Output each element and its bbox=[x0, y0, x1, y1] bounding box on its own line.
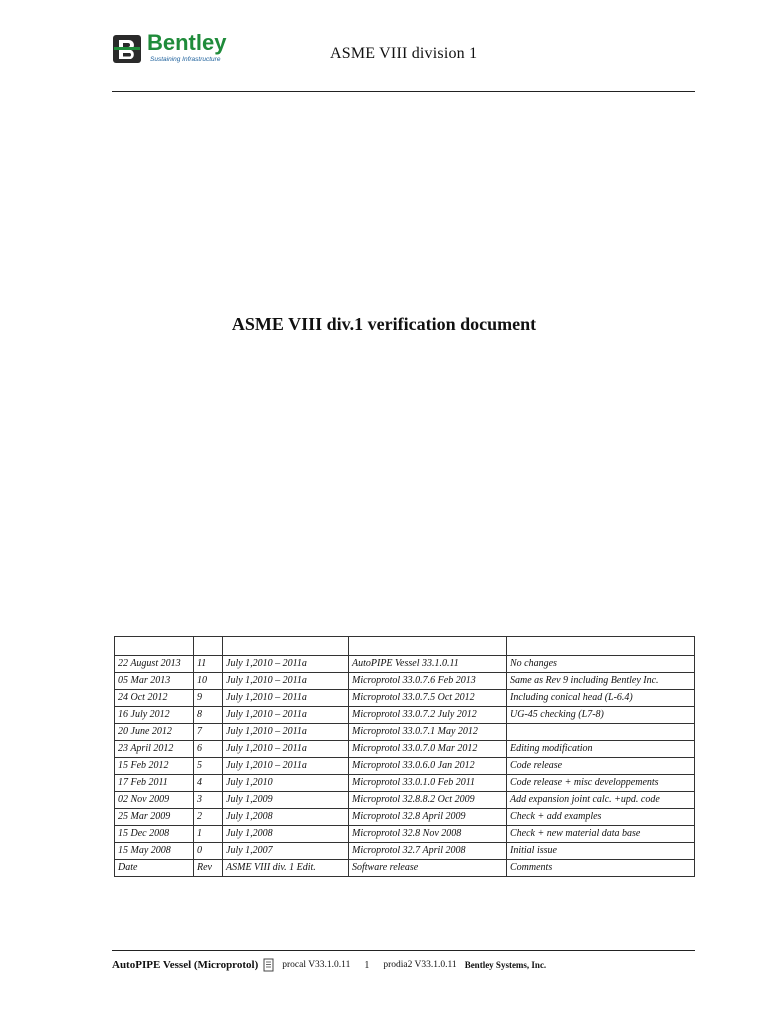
footer-row bbox=[112, 958, 546, 972]
table-cell: Including conical head (L-6.4) bbox=[507, 690, 695, 707]
table-cell: Microprotol 32.8 April 2009 bbox=[349, 809, 507, 826]
table-cell: 3 bbox=[194, 792, 223, 809]
table-cell bbox=[507, 637, 695, 656]
table-row bbox=[115, 741, 695, 758]
table-row bbox=[115, 843, 695, 860]
table-cell: 15 May 2008 bbox=[115, 843, 194, 860]
table-cell: 10 bbox=[194, 673, 223, 690]
table-row bbox=[115, 690, 695, 707]
table-cell: 16 July 2012 bbox=[115, 707, 194, 724]
table-cell: July 1,2008 bbox=[223, 826, 349, 843]
table-cell: 0 bbox=[194, 843, 223, 860]
table-cell bbox=[349, 637, 507, 656]
footer-page-number: 1 bbox=[364, 959, 370, 971]
table-row bbox=[115, 809, 695, 826]
table-cell: Microprotol 33.0.7.1 May 2012 bbox=[349, 724, 507, 741]
table-cell: July 1,2010 – 2011a bbox=[223, 707, 349, 724]
table-cell: 20 June 2012 bbox=[115, 724, 194, 741]
table-cell: 1 bbox=[194, 826, 223, 843]
bentley-b-icon bbox=[112, 34, 142, 64]
table-cell: July 1,2010 – 2011a bbox=[223, 690, 349, 707]
page-footer bbox=[112, 950, 695, 980]
table-cell: Microprotol 33.0.6.0 Jan 2012 bbox=[349, 758, 507, 775]
table-cell: Check + new material data base bbox=[507, 826, 695, 843]
table-cell: Date bbox=[115, 860, 194, 877]
document-icon bbox=[262, 958, 276, 972]
table-cell: Add expansion joint calc. +upd. code bbox=[507, 792, 695, 809]
table-cell: 25 Mar 2009 bbox=[115, 809, 194, 826]
table-cell: 4 bbox=[194, 775, 223, 792]
header-title: ASME VIII division 1 bbox=[330, 45, 478, 62]
table-cell: 22 August 2013 bbox=[115, 656, 194, 673]
table-cell: 24 Oct 2012 bbox=[115, 690, 194, 707]
logo-wordmark: Bentley bbox=[147, 30, 227, 55]
logo-tagline: Sustaining Infrastructure bbox=[150, 56, 221, 63]
table-cell: Microprotol 32.8.8.2 Oct 2009 bbox=[349, 792, 507, 809]
table-row-blank bbox=[115, 637, 695, 656]
table-row bbox=[115, 792, 695, 809]
table-cell: July 1,2008 bbox=[223, 809, 349, 826]
table-cell: Microprotol 32.7 April 2008 bbox=[349, 843, 507, 860]
table-cell: July 1,2010 – 2011a bbox=[223, 673, 349, 690]
table-row bbox=[115, 707, 695, 724]
table-cell: 02 Nov 2009 bbox=[115, 792, 194, 809]
table-row bbox=[115, 656, 695, 673]
table-cell: Software release bbox=[349, 860, 507, 877]
table-row bbox=[115, 775, 695, 792]
table-cell: Microprotol 33.0.7.2 July 2012 bbox=[349, 707, 507, 724]
table-cell: Editing modification bbox=[507, 741, 695, 758]
footer-company: Bentley Systems, Inc. bbox=[464, 960, 547, 970]
table-cell: 8 bbox=[194, 707, 223, 724]
table-cell bbox=[194, 637, 223, 656]
page-header bbox=[112, 28, 695, 92]
table-cell: ASME VIII div. 1 Edit. bbox=[223, 860, 349, 877]
revision-table bbox=[114, 636, 695, 877]
table-cell: July 1,2010 – 2011a bbox=[223, 656, 349, 673]
table-cell: 15 Dec 2008 bbox=[115, 826, 194, 843]
table-cell: 2 bbox=[194, 809, 223, 826]
footer-procal: procal V33.1.0.11 bbox=[282, 960, 351, 970]
table-cell: July 1,2010 bbox=[223, 775, 349, 792]
footer-divider bbox=[112, 950, 695, 951]
footer-prodia: prodia2 V33.1.0.11 bbox=[383, 960, 457, 970]
table-cell: Microprotol 32.8 Nov 2008 bbox=[349, 826, 507, 843]
table-cell: 6 bbox=[194, 741, 223, 758]
table-cell: UG-45 checking (L7-8) bbox=[507, 707, 695, 724]
table-cell bbox=[115, 637, 194, 656]
table-cell: July 1,2007 bbox=[223, 843, 349, 860]
table-row bbox=[115, 758, 695, 775]
table-cell: 23 April 2012 bbox=[115, 741, 194, 758]
table-cell: Microprotol 33.0.7.6 Feb 2013 bbox=[349, 673, 507, 690]
header-divider bbox=[112, 91, 695, 92]
table-row bbox=[115, 860, 695, 877]
table-cell bbox=[507, 724, 695, 741]
table-cell: Microprotol 33.0.7.5 Oct 2012 bbox=[349, 690, 507, 707]
table-cell: No changes bbox=[507, 656, 695, 673]
table-cell: Comments bbox=[507, 860, 695, 877]
table-cell: 9 bbox=[194, 690, 223, 707]
table-row bbox=[115, 673, 695, 690]
table-cell: Initial issue bbox=[507, 843, 695, 860]
footer-product: AutoPIPE Vessel (Microprotol) bbox=[112, 959, 259, 971]
table-cell: July 1,2009 bbox=[223, 792, 349, 809]
table-cell: Check + add examples bbox=[507, 809, 695, 826]
table-cell: Code release bbox=[507, 758, 695, 775]
table-cell: 15 Feb 2012 bbox=[115, 758, 194, 775]
table-cell: Code release + misc developpements bbox=[507, 775, 695, 792]
table-cell: 5 bbox=[194, 758, 223, 775]
table-cell: July 1,2010 – 2011a bbox=[223, 724, 349, 741]
table-row bbox=[115, 724, 695, 741]
table-cell: 17 Feb 2011 bbox=[115, 775, 194, 792]
table-cell: Same as Rev 9 including Bentley Inc. bbox=[507, 673, 695, 690]
table-cell: Microprotol 33.0.1.0 Feb 2011 bbox=[349, 775, 507, 792]
table-cell: Rev bbox=[194, 860, 223, 877]
table-cell: July 1,2010 – 2011a bbox=[223, 741, 349, 758]
bentley-logo bbox=[112, 30, 252, 64]
table-cell: 11 bbox=[194, 656, 223, 673]
table-row bbox=[115, 826, 695, 843]
document-title: ASME VIII div.1 verification document bbox=[231, 314, 537, 334]
table-cell: AutoPIPE Vessel 33.1.0.11 bbox=[349, 656, 507, 673]
table-cell: 05 Mar 2013 bbox=[115, 673, 194, 690]
table-cell: July 1,2010 – 2011a bbox=[223, 758, 349, 775]
table-cell: Microprotol 33.0.7.0 Mar 2012 bbox=[349, 741, 507, 758]
table-cell: 7 bbox=[194, 724, 223, 741]
table-cell bbox=[223, 637, 349, 656]
